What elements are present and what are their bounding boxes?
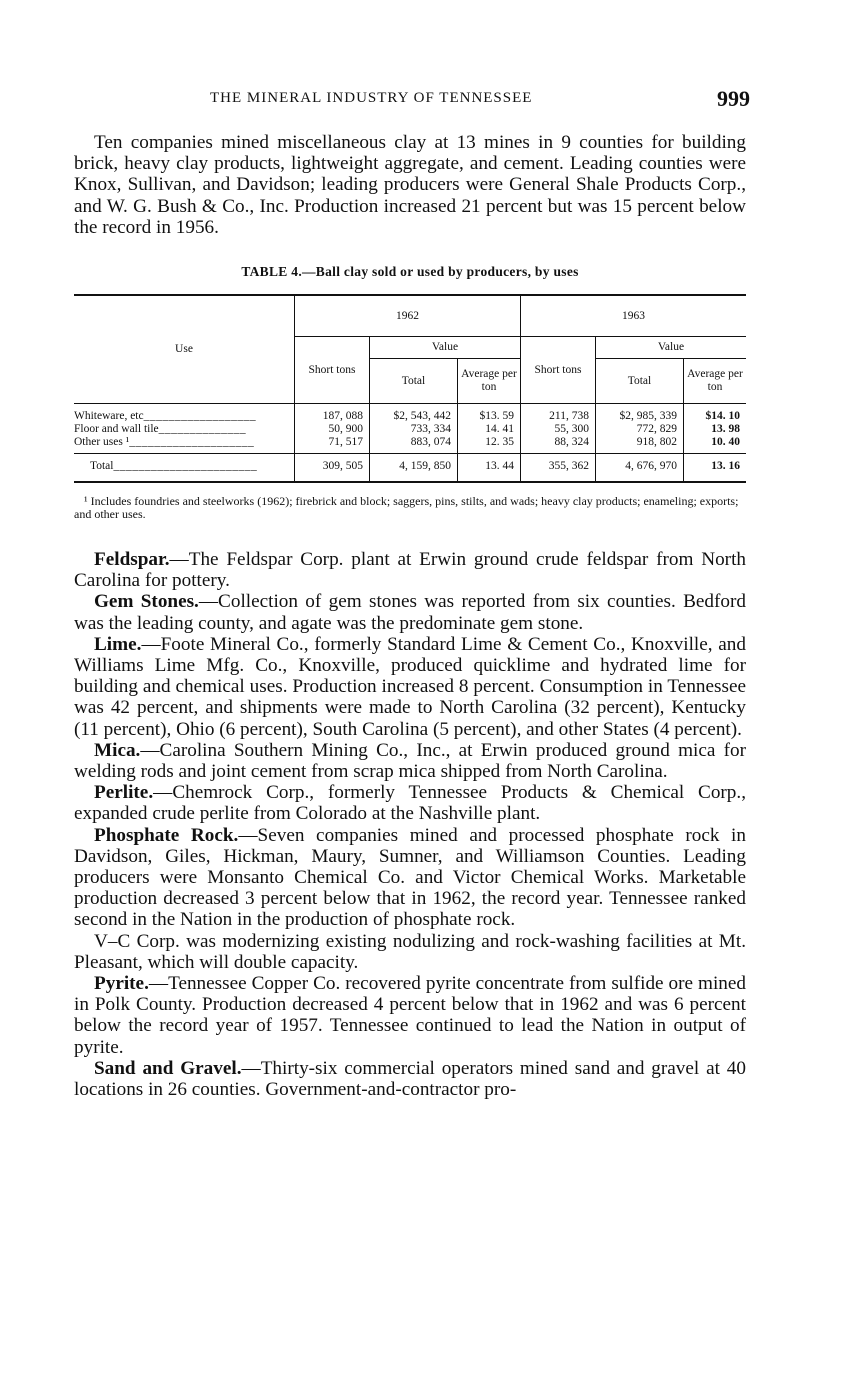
section-gem-stones — [74, 591, 746, 633]
cell: 733, 334 — [370, 423, 458, 436]
section-heading: Perlite. — [94, 782, 154, 804]
section-sand-gravel — [74, 1058, 746, 1100]
cell: 883, 074 — [370, 436, 458, 454]
section-heading: Pyrite. — [94, 973, 149, 995]
header-short-tons-1963: Short tons — [521, 337, 596, 404]
row-use: Floor and wall tile — [74, 423, 159, 436]
section-text: —Seven companies mined and processed phosphate rock in Davidson, Giles, Hickman, Maury, Sumner, and Williamson Counties. Leading producers were Monsanto Chemical Co. and Victor Chemical Works. Marketable production decreased 3 percent below that in 1962, the record year. Tennessee ranked second in the Nation in the production of phosphate rock. — [74, 824, 746, 931]
cell: 13. 16 — [684, 454, 747, 483]
intro-paragraph: Ten companies mined miscellaneous clay at 13 mines in 9 counties for building brick, heavy clay products, lightweight aggregate, and cement. Leading counties were Knox, Sullivan, and Davidson; leading producers were General Shale Products Corp., and W. G. Bush & Co., Inc. Production increased 21 percent but was 15 percent below the record in 1956. — [74, 132, 746, 238]
cell: 918, 802 — [596, 436, 684, 454]
running-head — [74, 86, 750, 114]
table-total-row: Total_______________________ 309, 505 4, 159, 850 13. 44 355, 362 4, 676, 970 13. 16 — [74, 454, 746, 483]
section-mica — [74, 740, 746, 782]
section-text: —Thirty-six commercial operators mined sand and gravel at 40 locations in 26 counties. Government-and-contractor pro- — [74, 1057, 746, 1101]
cell: 10. 40 — [684, 436, 747, 454]
row-use: Total — [90, 460, 114, 473]
cell: 55, 300 — [521, 423, 596, 436]
header-total-1963: Total — [596, 359, 684, 404]
row-use: Other uses ¹ — [74, 436, 130, 449]
page-number: 999 — [717, 86, 750, 111]
section-pyrite — [74, 973, 746, 1058]
row-use: Whiteware, etc — [74, 410, 144, 423]
section-heading: Phosphate Rock. — [94, 824, 239, 846]
cell: 12. 35 — [458, 436, 521, 454]
section-lime — [74, 634, 746, 740]
header-average-1962: Average per ton — [458, 359, 521, 404]
section-text: —Tennessee Copper Co. recovered pyrite concentrate from sulfide ore mined in Polk County. Production decreased 4 percent below that in 1962 and was 6 percent below the record year of 1957. Tennessee continued to lead the Nation in output of pyrite. — [74, 973, 746, 1058]
cell: 187, 088 — [295, 404, 370, 424]
section-phosphate-rock — [74, 825, 746, 931]
header-use: Use — [175, 343, 193, 356]
section-heading: Mica. — [94, 739, 141, 761]
header-value-1963: Value — [596, 337, 747, 359]
section-heading: Lime. — [94, 633, 142, 655]
section-text: —Chemrock Corp., formerly Tennessee Products & Chemical Corp., expanded crude perlite from Colorado at the Nashville plant. — [74, 782, 746, 825]
section-heading: Feldspar. — [94, 549, 170, 571]
section-feldspar — [74, 549, 746, 591]
cell: 772, 829 — [596, 423, 684, 436]
section-perlite — [74, 782, 746, 824]
section-text: V–C Corp. was modernizing existing nodulizing and rock-washing facilities at Mt. Pleasant, which will double capacity. — [74, 930, 746, 973]
header-short-tons-1962: Short tons — [295, 337, 370, 404]
header-1962: 1962 — [295, 295, 521, 337]
cell: 14. 41 — [458, 423, 521, 436]
cell: $2, 543, 442 — [370, 404, 458, 424]
cell: 309, 505 — [295, 454, 370, 483]
header-1963: 1963 — [521, 295, 747, 337]
cell: $13. 59 — [458, 404, 521, 424]
section-heading: Sand and Gravel. — [94, 1057, 242, 1079]
ball-clay-table — [74, 294, 746, 483]
header-average-1963: Average per ton — [684, 359, 747, 404]
cell: 355, 362 — [521, 454, 596, 483]
running-head-title: THE MINERAL INDUSTRY OF TENNESSEE — [210, 90, 533, 106]
cell: 71, 517 — [295, 436, 370, 454]
table-footnote: ¹ Includes foundries and steelworks (1962); firebrick and block; saggers, pins, stilts, and wads; heavy clay products; enameling; exports; and other uses. — [74, 494, 739, 522]
table-title: TABLE 4.—Ball clay sold or used by producers, by uses — [241, 264, 579, 280]
cell: 13. 98 — [684, 423, 747, 436]
section-text: —Foote Mineral Co., formerly Standard Lime & Cement Co., Knoxville, and Williams Lime Mfg. Co., Knoxville, produced quicklime and hydrated lime for building and chemical uses. Production increased 8 percent. Consumption in Tennessee was 42 percent, and shipments were made to North Carolina (32 percent), Kentucky (11 percent), Ohio (6 percent), South Carolina (5 percent), and other States (4 percent). — [74, 633, 746, 740]
section-vc-corp — [74, 931, 746, 973]
table-row: Whiteware, etc__________________ 187, 088 $2, 543, 442 $13. 59 211, 738 $2, 985, 339 $14. 10 — [74, 404, 746, 424]
cell: 50, 900 — [295, 423, 370, 436]
cell: $2, 985, 339 — [596, 404, 684, 424]
document-page — [74, 86, 750, 1101]
header-total-1962: Total — [370, 359, 458, 404]
section-text: —The Feldspar Corp. plant at Erwin ground crude feldspar from North Carolina for pottery. — [74, 549, 746, 592]
table-row: Other uses ¹____________________ 71, 517 883, 074 12. 35 88, 324 918, 802 10. 40 — [74, 436, 746, 454]
section-text: —Collection of gem stones was reported from six counties. Bedford was the leading county, and agate was the predominate gem stone. — [74, 591, 746, 634]
cell: 4, 676, 970 — [596, 454, 684, 483]
table-row: Floor and wall tile______________ 50, 900 733, 334 14. 41 55, 300 772, 829 13. 98 — [74, 423, 746, 436]
cell: 211, 738 — [521, 404, 596, 424]
section-heading: Gem Stones. — [94, 591, 199, 613]
section-text: —Carolina Southern Mining Co., Inc., at Erwin produced ground mica for welding rods and joint cement from scrap mica shipped from North Carolina. — [74, 739, 746, 783]
cell: 88, 324 — [521, 436, 596, 454]
cell: 13. 44 — [458, 454, 521, 483]
header-value-1962: Value — [370, 337, 521, 359]
sections — [74, 549, 746, 1100]
cell: 4, 159, 850 — [370, 454, 458, 483]
cell: $14. 10 — [684, 404, 747, 424]
